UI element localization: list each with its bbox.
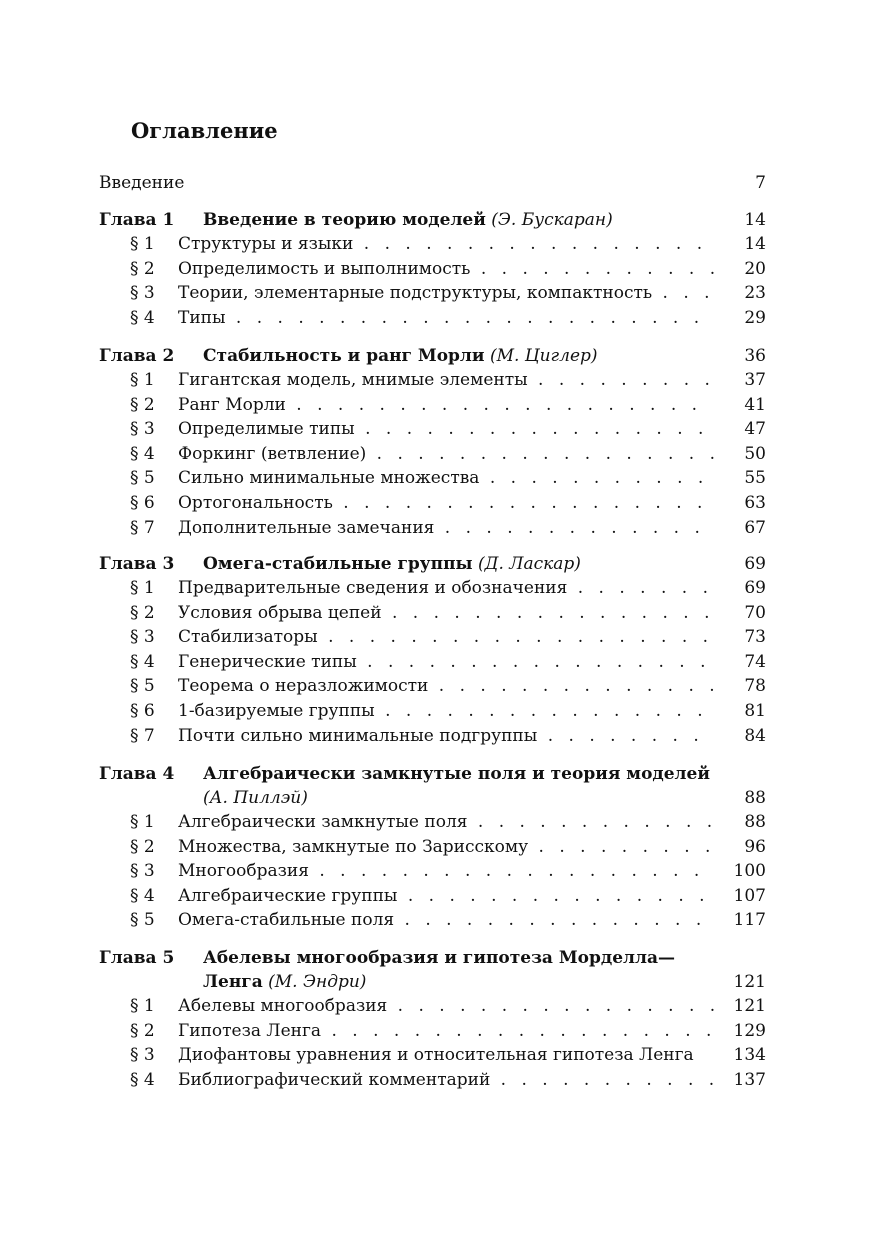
section-title: Предварительные сведения и обозначения . . . — [178, 576, 714, 601]
section-entry[interactable] — [99, 810, 766, 835]
section-entry[interactable] — [99, 1043, 766, 1068]
section-entry[interactable] — [99, 368, 766, 393]
section-entry[interactable] — [99, 601, 766, 626]
section-page-number: 14 — [744, 234, 766, 254]
section-title: Почти сильно минимальные подгруппы . . . — [178, 724, 714, 749]
section-number: § 2 — [130, 258, 155, 279]
section-entry[interactable] — [99, 257, 766, 282]
section-title: Условия обрыва цепей . . . — [178, 601, 714, 626]
chapter-number: Глава 4 — [99, 764, 175, 784]
section-title: Многообразия . . . — [178, 859, 714, 884]
section-number: § 2 — [130, 602, 155, 623]
section-title: Алгебраические группы . . . — [178, 884, 714, 909]
chapter-number: Глава 3 — [99, 554, 175, 574]
section-entry[interactable] — [99, 859, 766, 884]
section-entry[interactable] — [99, 491, 766, 516]
section-title: Теории, элементарные подструктуры, компактность . . . — [178, 281, 714, 306]
section-number: § 3 — [130, 1045, 155, 1066]
chapter-author: (М. Эндри) — [268, 972, 367, 992]
section-page-number: 67 — [744, 517, 766, 538]
section-number: § 4 — [130, 885, 155, 906]
section-title: Гигантская модель, мнимые элементы . . . — [178, 368, 714, 393]
section-entry[interactable] — [99, 232, 766, 257]
section-page-number: 134 — [733, 1045, 766, 1066]
section-page-number: 88 — [744, 812, 766, 832]
section-entry[interactable] — [99, 393, 766, 418]
section-title: Ранг Морли . . . — [178, 393, 714, 418]
section-number: § 7 — [130, 517, 155, 538]
section-title: 1-базируемые группы . . . — [178, 699, 714, 724]
section-title: Типы . . . — [178, 306, 714, 331]
section-number: § 4 — [130, 651, 155, 672]
chapter-title: Стабильность и ранг Морли — [203, 346, 485, 366]
chapter-title: Омега-стабильные группы — [203, 554, 473, 574]
chapter-author: (Д. Ласкар) — [478, 554, 581, 574]
intro-label: Введение — [99, 173, 185, 193]
section-page-number: 47 — [744, 419, 766, 440]
chapter-1 — [99, 208, 766, 330]
section-page-number: 70 — [744, 602, 766, 623]
section-page-number: 55 — [744, 468, 766, 489]
section-title: Определимые типы . . . — [178, 417, 714, 442]
section-entry[interactable] — [99, 674, 766, 699]
section-number: § 3 — [130, 419, 155, 440]
section-entry[interactable] — [99, 884, 766, 909]
section-entry[interactable] — [99, 1068, 766, 1093]
section-title: Омега-стабильные поля . . . — [178, 908, 714, 933]
section-title: Форкинг (ветвление) . . . — [178, 442, 714, 467]
section-entry[interactable] — [99, 442, 766, 467]
section-page-number: 100 — [733, 861, 766, 882]
section-number: § 1 — [130, 996, 155, 1016]
section-number: § 3 — [130, 627, 155, 648]
section-title: Гипотеза Ленга . . . — [178, 1019, 714, 1044]
section-number: § 2 — [130, 836, 155, 857]
chapter-heading[interactable] — [99, 208, 766, 232]
chapter-title: Абелевы многообразия и гипотеза Морделла—Ленга — [203, 948, 676, 992]
section-page-number: 23 — [744, 283, 766, 304]
section-number: § 2 — [130, 394, 155, 415]
section-number: § 5 — [130, 910, 155, 931]
section-entry[interactable] — [99, 466, 766, 491]
chapter-number: Глава 1 — [99, 210, 175, 230]
section-title: Абелевы многообразия . . . — [178, 994, 714, 1019]
chapter-heading[interactable] — [99, 552, 766, 576]
chapter-heading[interactable] — [99, 762, 766, 810]
section-page-number: 107 — [733, 885, 766, 906]
section-entry[interactable] — [99, 724, 766, 749]
section-title: Ортогональность . . . — [178, 491, 714, 516]
chapter-title: Введение в теорию моделей — [203, 210, 486, 230]
chapter-number: Глава 5 — [99, 948, 175, 968]
intro-page-number: 7 — [755, 173, 766, 193]
section-number: § 1 — [130, 370, 155, 390]
chapter-author: (Э. Бускаран) — [491, 210, 613, 230]
section-page-number: 121 — [733, 996, 766, 1016]
chapter-page-number: 121 — [733, 972, 766, 992]
section-page-number: 81 — [744, 700, 766, 721]
section-page-number: 20 — [744, 258, 766, 279]
section-number: § 2 — [130, 1020, 155, 1041]
section-page-number: 50 — [744, 443, 766, 464]
section-page-number: 69 — [744, 578, 766, 598]
section-page-number: 137 — [733, 1069, 766, 1090]
section-page-number: 37 — [744, 370, 766, 390]
section-number: § 1 — [130, 812, 155, 832]
section-entry[interactable] — [99, 908, 766, 933]
chapter-3 — [99, 552, 766, 748]
section-number: § 1 — [130, 234, 155, 254]
page-title: Оглавление — [131, 118, 278, 143]
section-number: § 6 — [130, 700, 155, 721]
section-entry[interactable] — [99, 306, 766, 331]
chapter-page-number: 36 — [744, 346, 766, 366]
chapter-author: (М. Циглер) — [489, 346, 598, 366]
section-title: Множества, замкнутые по Зарисскому . . . — [178, 835, 714, 860]
section-page-number: 73 — [744, 627, 766, 648]
chapter-heading[interactable] — [99, 946, 766, 994]
chapter-number: Глава 2 — [99, 346, 175, 366]
section-number: § 4 — [130, 443, 155, 464]
section-page-number: 129 — [733, 1020, 766, 1041]
toc-entry-intro[interactable] — [99, 171, 766, 195]
section-number: § 4 — [130, 1069, 155, 1090]
section-number: § 5 — [130, 468, 155, 489]
section-page-number: 74 — [744, 651, 766, 672]
section-entry[interactable] — [99, 1019, 766, 1044]
section-entry[interactable] — [99, 650, 766, 675]
chapter-page-number: 88 — [744, 788, 766, 808]
section-page-number: 78 — [744, 676, 766, 697]
section-entry[interactable] — [99, 835, 766, 860]
chapter-author: (А. Пиллэй) — [203, 788, 308, 808]
section-title: Стабилизаторы . . . — [178, 625, 714, 650]
section-entry[interactable] — [99, 625, 766, 650]
section-page-number: 117 — [733, 910, 766, 931]
chapter-2 — [99, 344, 766, 540]
chapter-page-number: 69 — [744, 554, 766, 574]
chapter-5 — [99, 946, 766, 1092]
section-page-number: 96 — [744, 836, 766, 857]
section-page-number: 63 — [744, 492, 766, 513]
section-number: § 3 — [130, 861, 155, 882]
section-number: § 6 — [130, 492, 155, 513]
section-number: § 1 — [130, 578, 155, 598]
section-page-number: 29 — [744, 307, 766, 328]
chapter-heading[interactable] — [99, 344, 766, 368]
section-title: Диофантовы уравнения и относительная гипотеза Ленга — [178, 1045, 694, 1066]
section-number: § 5 — [130, 676, 155, 697]
section-title: Дополнительные замечания . . . — [178, 516, 714, 541]
section-entry[interactable] — [99, 576, 766, 601]
section-entry[interactable] — [99, 699, 766, 724]
chapter-4 — [99, 762, 766, 933]
chapter-title: Алгебраически замкнутые поля и теория моделей — [203, 764, 710, 784]
section-page-number: 41 — [744, 394, 766, 415]
section-number: § 4 — [130, 307, 155, 328]
section-title: Генерические типы . . . — [178, 650, 714, 675]
section-number: § 3 — [130, 283, 155, 304]
section-number: § 7 — [130, 725, 155, 746]
chapter-page-number: 14 — [744, 210, 766, 230]
section-title: Алгебраически замкнутые поля . . . — [178, 810, 714, 835]
section-page-number: 84 — [744, 725, 766, 746]
section-entry[interactable] — [99, 281, 766, 306]
section-entry[interactable] — [99, 516, 766, 541]
section-title: Библиографический комментарий . . . — [178, 1068, 714, 1093]
section-title: Сильно минимальные множества . . . — [178, 466, 714, 491]
section-entry[interactable] — [99, 994, 766, 1019]
section-entry[interactable] — [99, 417, 766, 442]
section-title: Теорема о неразложимости . . . — [178, 674, 714, 699]
section-title: Структуры и языки . . . — [178, 232, 714, 257]
section-title: Определимость и выполнимость . . . — [178, 257, 714, 282]
